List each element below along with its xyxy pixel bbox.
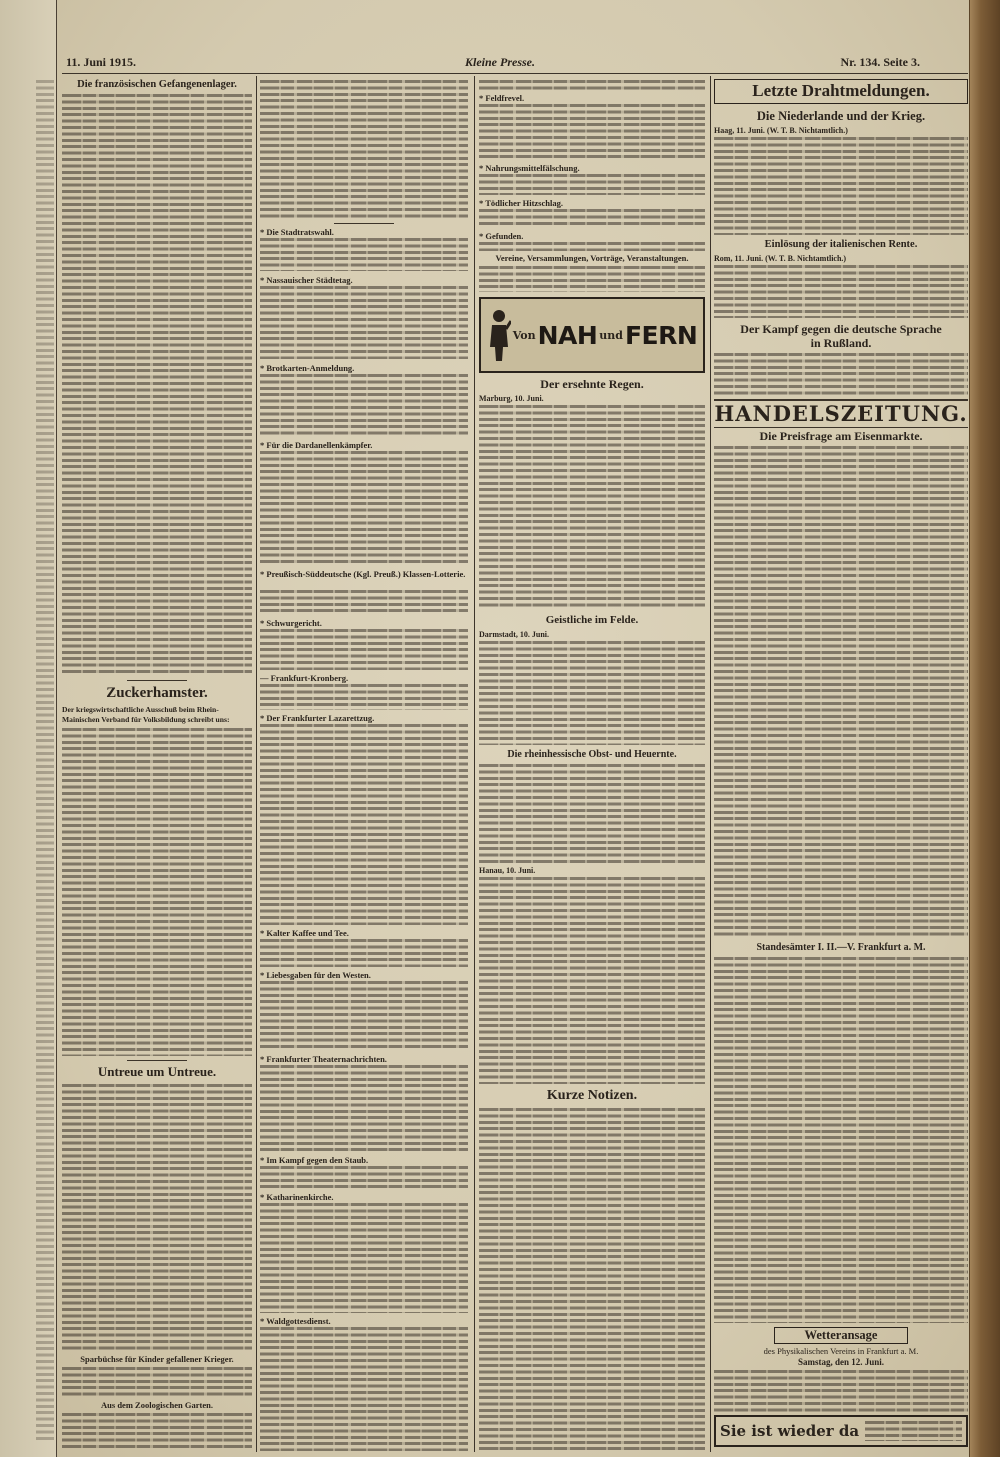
news-item-title: * Feldfrevel. — [479, 93, 525, 103]
section-rule — [714, 399, 968, 401]
body-text — [260, 724, 468, 925]
adjacent-page-edge — [0, 0, 57, 1457]
page-binding — [969, 0, 1000, 1457]
article-title: Geistliche im Felde. — [545, 614, 639, 626]
article-title: Die französischen Gefangenenlager. — [77, 79, 237, 90]
news-item-title: * Katharinenkirche. — [260, 1192, 334, 1202]
news-item-title: * Kalter Kaffee und Tee. — [260, 928, 349, 938]
body-text — [260, 238, 468, 271]
article-title: Aus dem Zoologischen Garten. — [101, 1401, 213, 1410]
banner-word-fern: FERN — [624, 320, 698, 350]
article-intro: Der kriegswirtschaftliche Ausschuß beim Rhein-Mainischen Verband für Volksbildung schreibt uns: — [62, 705, 230, 724]
article-title: Sparbüchse für Kinder gefallener Krieger. — [80, 1355, 234, 1364]
article-title: Der Kampf gegen die deutsche Sprache — [740, 322, 942, 336]
article-separator — [334, 223, 394, 224]
article-separator — [127, 680, 187, 681]
body-text — [714, 137, 968, 235]
article-title: Die Preisfrage am Eisenmarkte. — [759, 430, 923, 443]
article-separator — [127, 1060, 187, 1061]
body-text — [62, 1367, 252, 1399]
section-subtitle: des Physikalischen Vereins in Frankfurt a. M. — [763, 1347, 919, 1356]
body-text — [479, 405, 705, 610]
dateline: Haag, 11. Juni. (W. T. B. Nichtamtlich.) — [714, 126, 848, 135]
figure-illustration-icon — [487, 307, 511, 363]
body-text — [714, 353, 968, 396]
body-text — [260, 1327, 468, 1451]
column-2 — [260, 0, 468, 1457]
advertisement — [714, 1415, 968, 1447]
body-text — [260, 1166, 468, 1189]
news-item-title: * Preußisch-Süddeutsche (Kgl. Preuß.) Klassen-Lotterie. — [260, 569, 466, 579]
article-title: Untreue um Untreue. — [97, 1065, 217, 1079]
news-item-title: * Gefunden. — [479, 231, 524, 241]
body-text — [479, 242, 705, 251]
body-text — [714, 1370, 968, 1412]
adjacent-page-text — [36, 80, 54, 1440]
body-text — [260, 981, 468, 1050]
body-text — [479, 266, 705, 292]
news-item-title: * Nahrungsmittelfälschung. — [479, 163, 580, 173]
advertisement-body — [865, 1421, 962, 1441]
body-text — [479, 641, 705, 745]
article-title: Einlösung der italienischen Rente. — [764, 239, 918, 250]
issue-number: Nr. 134. Seite 3. — [840, 55, 920, 69]
body-text — [260, 684, 468, 710]
column-rule — [474, 76, 475, 1452]
body-text — [260, 629, 468, 670]
section-date: Samstag, den 12. Juni. — [797, 1357, 885, 1367]
body-text — [714, 957, 968, 1323]
section-box-title: Letzte Drahtmeldungen. — [714, 79, 968, 104]
article-title: Die Niederlande und der Krieg. — [756, 109, 926, 123]
von-nah-und-fern-banner — [479, 297, 705, 373]
news-item-title: — Frankfurt-Kronberg. — [260, 673, 349, 683]
banner-word-nah: NAH — [537, 320, 598, 350]
body-text — [479, 877, 705, 1084]
banner-word-von: Von — [512, 328, 536, 342]
article-title-line-2: in Rußland. — [810, 336, 872, 350]
dateline: Marburg, 10. Juni. — [479, 394, 544, 403]
column-1 — [62, 0, 252, 1457]
news-item-title: * Der Frankfurter Lazarettzug. — [260, 713, 375, 723]
column-4 — [714, 0, 968, 1457]
body-text — [260, 451, 468, 566]
body-text — [260, 80, 468, 220]
body-text — [479, 104, 705, 160]
column-rule — [256, 76, 257, 1452]
news-item-title: * Brotkarten-Anmeldung. — [260, 363, 355, 373]
banner-word-und: und — [599, 328, 623, 342]
section-title: HANDELSZEITUNG. — [714, 402, 968, 426]
dateline: Darmstadt, 10. Juni. — [479, 630, 550, 639]
body-text — [260, 286, 468, 359]
dateline: Hanau, 10. Juni. — [479, 866, 536, 875]
body-text — [62, 1084, 252, 1352]
body-text — [260, 374, 468, 436]
dateline: Rom, 11. Juni. (W. T. B. Nichtamtlich.) — [714, 254, 847, 263]
article-title: Die rheinhessische Obst- und Heuernte. — [507, 749, 677, 760]
news-item-title: * Für die Dardanellenkämpfer. — [260, 440, 373, 450]
body-text — [260, 590, 468, 615]
body-text — [479, 174, 705, 195]
article-title: Der ersehnte Regen. — [540, 378, 644, 391]
body-text — [714, 265, 968, 318]
masthead: Kleine Presse. — [465, 55, 535, 69]
body-text — [62, 728, 252, 1056]
advertisement-title: Sie ist wieder da — [720, 1422, 860, 1440]
news-item-title: * Tödlicher Hitzschlag. — [479, 198, 563, 208]
body-text — [865, 1421, 962, 1441]
article-title: Kurze Notizen. — [546, 1088, 638, 1103]
column-3 — [479, 0, 705, 1457]
article-title: Zuckerhamster. — [106, 685, 208, 701]
section-title: Standesämter I. II.—V. Frankfurt a. M. — [756, 942, 926, 953]
section-rule — [714, 427, 968, 428]
body-text — [62, 94, 252, 675]
body-text — [479, 209, 705, 228]
news-item-title: * Waldgottesdienst. — [260, 1316, 331, 1326]
body-text — [260, 1065, 468, 1152]
body-text — [714, 446, 968, 938]
news-item-title: * Die Stadtratswahl. — [260, 227, 334, 237]
body-text — [479, 1108, 705, 1451]
section-title: Vereine, Versammlungen, Vorträge, Veranstaltungen. — [495, 254, 689, 263]
body-text — [62, 1413, 252, 1451]
body-text — [260, 1203, 468, 1313]
news-item-title: * Liebesgaben für den Westen. — [260, 970, 371, 980]
section-box-title: Wetteransage — [774, 1327, 908, 1344]
issue-date: 11. Juni 1915. — [66, 55, 137, 69]
body-text — [260, 939, 468, 967]
column-rule — [710, 76, 711, 1452]
news-item-title: * Frankfurter Theaternachrichten. — [260, 1054, 387, 1064]
news-item-title: * Schwurgericht. — [260, 618, 322, 628]
news-item-title: * Im Kampf gegen den Staub. — [260, 1155, 369, 1165]
news-item-title: * Nassauischer Städtetag. — [260, 275, 353, 285]
body-text — [479, 80, 705, 90]
body-text — [479, 764, 705, 863]
